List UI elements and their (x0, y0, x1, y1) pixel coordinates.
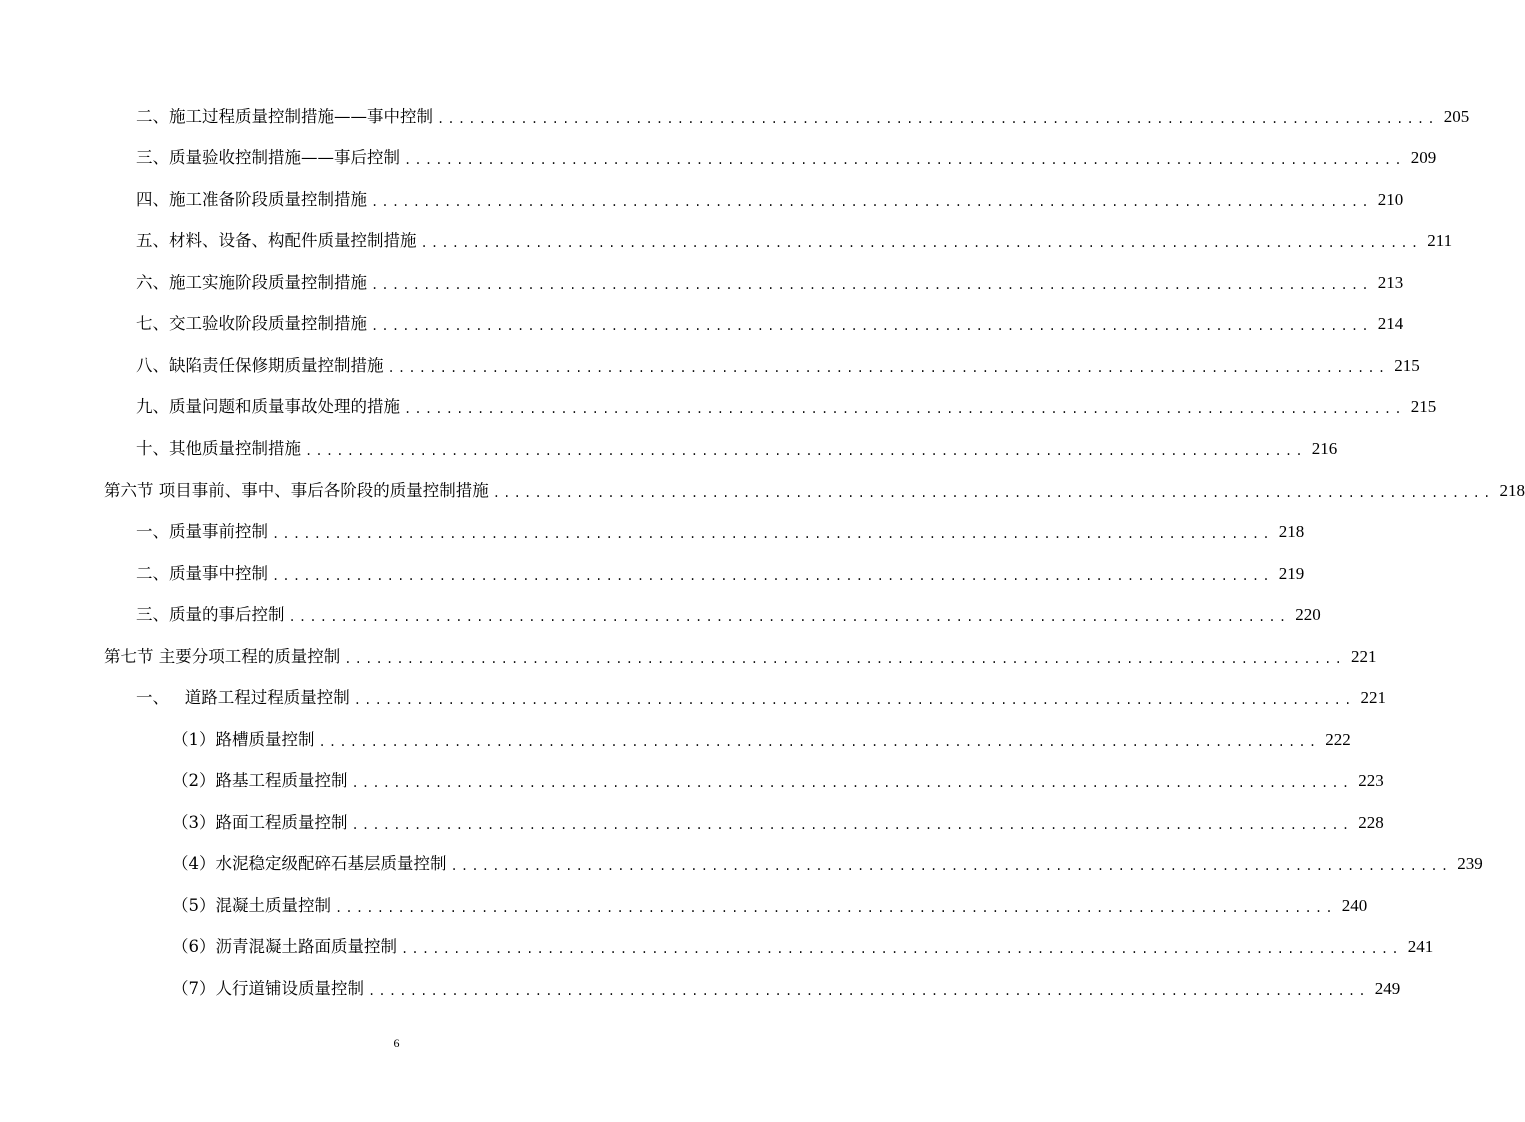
toc-entry-page: 223 (1358, 771, 1384, 790)
toc-dot-leader: ................................................................................................ (351, 776, 1353, 790)
toc-entry-label: 一、质量事前控制 (136, 522, 268, 541)
toc-entry-subitem[interactable] (0, 809, 1384, 837)
toc-dot-leader: ................................................................................................ (344, 652, 1346, 666)
toc-entry-label: （1）路槽质量控制 (172, 730, 315, 749)
toc-entry[interactable] (0, 560, 1305, 588)
toc-dot-leader: ................................................................................................ (368, 984, 1369, 998)
toc-dot-leader: ................................................................................................ (492, 486, 1494, 500)
toc-entry-label: 第六节 项目事前、事中、事后各阶段的质量控制措施 (104, 481, 489, 500)
toc-entry-page: 240 (1341, 896, 1368, 915)
toc-entry-label: （7）人行道铺设质量控制 (172, 979, 364, 998)
toc-entry-label: 八、缺陷责任保修期质量控制措施 (136, 356, 384, 375)
page-number: 6 (393, 1036, 400, 1050)
toc-entry-subitem[interactable] (0, 933, 1434, 961)
toc-dot-leader: ................................................................................................ (371, 278, 1372, 292)
toc-entry-page: 205 (1443, 107, 1470, 126)
toc-entry-label: 二、质量事中控制 (136, 564, 268, 583)
toc-entry[interactable] (0, 393, 1437, 421)
toc-entry-subitem[interactable] (0, 850, 1483, 878)
toc-entry-label: （3）路面工程质量控制 (172, 813, 348, 832)
toc-entry-page: 220 (1295, 605, 1321, 624)
toc-dot-leader: ................................................................................................ (450, 859, 1452, 873)
toc-entry[interactable] (0, 269, 1404, 297)
toc-entry-label: 五、材料、设备、构配件质量控制措施 (136, 231, 417, 250)
toc-entry[interactable] (0, 227, 1453, 255)
toc-dot-leader: ................................................................................................ (288, 610, 1290, 624)
toc-entry[interactable] (0, 684, 1387, 712)
toc-entry-subitem[interactable] (0, 975, 1401, 1003)
toc-dot-leader: ................................................................................................ (305, 444, 1306, 458)
toc-entry-page: 216 (1311, 439, 1338, 458)
toc-entry-page: 213 (1377, 273, 1404, 292)
toc-entry-label: 七、交工验收阶段质量控制措施 (136, 314, 367, 333)
toc-entry-label: 九、质量问题和质量事故处理的措施 (136, 397, 400, 416)
toc-entry-page: 211 (1427, 231, 1453, 250)
toc-entry-label: 一、 道路工程过程质量控制 (136, 688, 350, 707)
toc-entry[interactable] (0, 352, 1420, 380)
toc-entry-label: （4）水泥稳定级配碎石基层质量控制 (172, 854, 447, 873)
toc-entry-page: 222 (1325, 730, 1351, 749)
toc-entry-page: 209 (1410, 148, 1437, 167)
toc-entry-page: 221 (1351, 647, 1377, 666)
toc-dot-leader: ................................................................................................ (272, 569, 1273, 583)
toc-entry-section[interactable] (0, 477, 1525, 505)
toc-entry-subitem[interactable] (0, 767, 1384, 795)
toc-entry[interactable] (0, 186, 1404, 214)
toc-entry-page: 219 (1278, 564, 1305, 583)
toc-entry-page: 210 (1377, 190, 1404, 209)
toc-entry-subitem[interactable] (0, 892, 1368, 920)
toc-entry-label: （6）沥青混凝土路面质量控制 (172, 937, 397, 956)
toc-entry-label: 三、质量的事后控制 (136, 605, 285, 624)
toc-dot-leader: ................................................................................................ (437, 112, 1438, 126)
toc-entry-label: 三、质量验收控制措施——事后控制 (136, 148, 400, 167)
toc-dot-leader: ................................................................................................ (404, 153, 1405, 167)
toc-entry-section[interactable] (0, 643, 1377, 671)
toc-entry-label: 四、施工准备阶段质量控制措施 (136, 190, 367, 209)
toc-entry-page: 215 (1410, 397, 1437, 416)
toc-entry-label: 第七节 主要分项工程的质量控制 (104, 647, 341, 666)
toc-dot-leader: ................................................................................................ (404, 402, 1405, 416)
toc-entry-page: 241 (1407, 937, 1434, 956)
toc-entry-subitem[interactable] (0, 726, 1351, 754)
toc-entry-page: 218 (1278, 522, 1305, 541)
toc-entry-page: 218 (1499, 481, 1525, 500)
toc-dot-leader: ................................................................................................ (351, 818, 1353, 832)
toc-entry-page: 239 (1457, 854, 1483, 873)
toc-entry-page: 221 (1360, 688, 1387, 707)
toc-entry-label: （2）路基工程质量控制 (172, 771, 348, 790)
toc-dot-leader: ................................................................................................ (420, 236, 1422, 250)
toc-dot-leader: ................................................................................................ (387, 361, 1389, 375)
toc-dot-leader: ................................................................................................ (353, 693, 1355, 707)
toc-entry-label: 二、施工过程质量控制措施——事中控制 (136, 107, 433, 126)
toc-dot-leader: ................................................................................................ (371, 195, 1372, 209)
toc-entry[interactable] (0, 435, 1338, 463)
toc-entry[interactable] (0, 103, 1470, 131)
toc-entry-page: 249 (1374, 979, 1401, 998)
toc-dot-leader: ................................................................................................ (318, 735, 1320, 749)
toc-dot-leader: ................................................................................................ (401, 942, 1402, 956)
toc-dot-leader: ................................................................................................ (272, 527, 1273, 541)
toc-entry-label: 十、其他质量控制措施 (136, 439, 301, 458)
toc-entry[interactable] (0, 310, 1404, 338)
toc-entry-label: （5）混凝土质量控制 (172, 896, 331, 915)
toc-entry-page: 215 (1394, 356, 1420, 375)
toc-entry-page: 228 (1358, 813, 1384, 832)
toc-entry-page: 214 (1377, 314, 1404, 333)
toc-entry-label: 六、施工实施阶段质量控制措施 (136, 273, 367, 292)
toc-dot-leader: ................................................................................................ (371, 319, 1372, 333)
toc-entry[interactable] (0, 518, 1305, 546)
toc-entry[interactable] (0, 144, 1437, 172)
toc-dot-leader: ................................................................................................ (335, 901, 1336, 915)
toc-entry[interactable] (0, 601, 1321, 629)
